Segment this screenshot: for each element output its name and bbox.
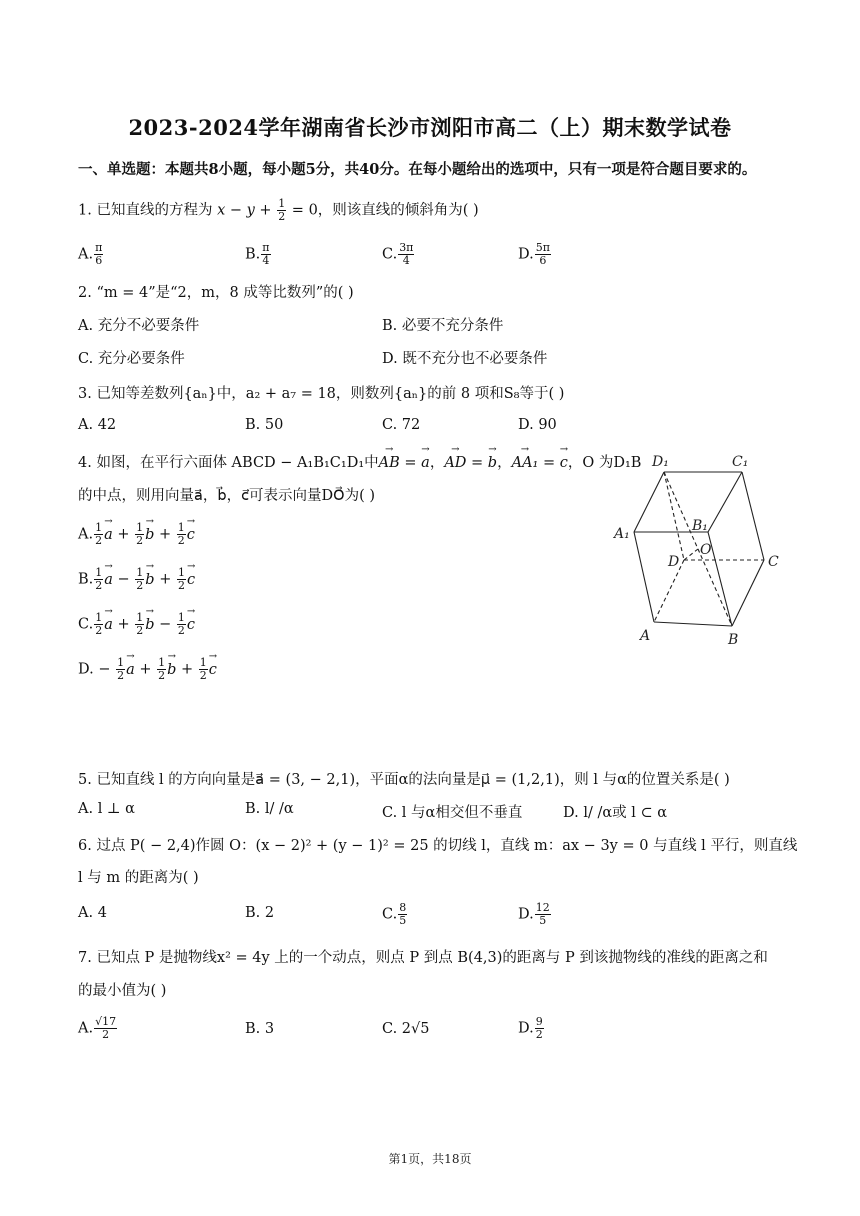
exam-title: 2023-2024学年湖南省长沙市浏阳市高二（上）期末数学试卷 <box>128 115 732 140</box>
q3-option-b[interactable]: B. 50 <box>245 417 284 433</box>
q2-option-d[interactable]: D. 既不充分也不必要条件 <box>382 351 548 367</box>
question-4-stem-line1: 4. 如图，在平行六面体 ABCD − A₁B₁C₁D₁中→ AB = → a，→ AD = → b，→ AA₁ = → c，O 为D₁B <box>78 451 641 472</box>
q7-option-b[interactable]: B. 3 <box>245 1021 275 1037</box>
q1-option-b[interactable]: B. $\frac{\pi}{4}$ <box>245 241 270 267</box>
label-b1: B₁ <box>692 518 708 534</box>
question-6-stem-line2: l 与 m 的距离为( ) <box>78 870 199 886</box>
q1-stem-end: ，则该直线的倾斜角为( ) <box>317 202 479 219</box>
q6-option-d[interactable]: D. $\frac{12}{5}$ <box>518 901 550 927</box>
label-c: C <box>768 554 779 570</box>
label-a1: A₁ <box>614 526 630 542</box>
label-b: B <box>728 632 739 648</box>
question-3-stem: 3. 已知等差数列{aₙ}中，a₂ + a₇ = 18，则数列{aₙ}的前 8 项和S₈等于( ) <box>78 386 565 402</box>
label-c1: C₁ <box>732 454 749 470</box>
page-footer: 第1页，共18页 <box>388 1152 472 1166</box>
q3-option-c[interactable]: C. 72 <box>382 417 421 433</box>
label-d: D <box>668 554 680 570</box>
label-d1: D₁ <box>652 454 669 470</box>
question-6-stem-line1: 6. 过点 P( − 2,4)作圆 O：(x − 2)² + (y − 1)² = 25 的切线 l，直线 m：ax − 3y = 0 与直线 l 平行，则直线 <box>78 838 798 854</box>
question-7-stem-line1: 7. 已知点 P 是抛物线x² = 4y 上的一个动点，则点 P 到点 B(4,3)的距离与 P 到该抛物线的准线的距离之和 <box>78 950 768 966</box>
q5-option-c[interactable]: C. l 与α相交但不垂直 <box>382 805 523 821</box>
question-2-stem: 2. “m = 4”是“2，m，8 成等比数列”的( ) <box>78 285 354 301</box>
q4-option-d[interactable]: D. − $\frac{1}{2}$ → a + $\frac{1}{2}$ → b + $\frac{1}{2}$ → c <box>78 657 217 682</box>
q2-option-c[interactable]: C. 充分必要条件 <box>78 351 185 367</box>
q1-option-a[interactable]: A. $\frac{\pi}{6}$ <box>78 241 103 267</box>
q1-stem-start: 1. 已知直线的方程为 <box>78 202 213 219</box>
q4-option-a[interactable]: A. $\frac{1}{2}$ → a + $\frac{1}{2}$ → b + $\frac{1}{2}$ → c <box>78 522 195 547</box>
q3-option-a[interactable]: A. 42 <box>78 417 117 433</box>
label-a: A <box>640 628 651 644</box>
q5-option-d[interactable]: D. l/ /α或 l ⊂ α <box>563 805 668 821</box>
q7-option-c[interactable]: C. 2√5 <box>382 1021 430 1037</box>
label-o: O <box>700 542 712 558</box>
question-4-stem-line2: 的中点，则用向量a⃗，b⃗，c⃗可表示向量DO⃗为( ) <box>78 488 376 504</box>
q3-option-d[interactable]: D. 90 <box>518 417 557 433</box>
section-heading: 一、单选题：本题共8小题，每小题5分，共40分。在每小题给出的选项中，只有一项是符合题目要求的。 <box>78 161 757 178</box>
question-5-stem: 5. 已知直线 l 的方向向量是a⃗ = (3, − 2,1)，平面α的法向量是μ⃗ = (1,2,1)，则 l 与α的位置关系是( ) <box>78 772 730 788</box>
q2-option-a[interactable]: A. 充分不必要条件 <box>78 318 200 334</box>
q1-option-c[interactable]: C. $\frac{3\pi}{4}$ <box>382 241 414 267</box>
q6-option-c[interactable]: C. $\frac{8}{5}$ <box>382 901 407 927</box>
q7-option-d[interactable]: D. $\frac{9}{2}$ <box>518 1015 543 1041</box>
q1-option-d[interactable]: D. $\frac{5\pi}{6}$ <box>518 241 550 267</box>
q5-option-b[interactable]: B. l/ /α <box>245 801 294 817</box>
parallelepiped-figure <box>604 446 794 650</box>
q6-option-b[interactable]: B. 2 <box>245 905 275 921</box>
q7-option-a[interactable]: A. $\frac{√17}{2}$ <box>78 1015 117 1041</box>
q4-option-c[interactable]: C. $\frac{1}{2}$ → a + $\frac{1}{2}$ → b − $\frac{1}{2}$ → c <box>78 612 195 637</box>
question-7-stem-line2: 的最小值为( ) <box>78 983 167 999</box>
q2-option-b[interactable]: B. 必要不充分条件 <box>382 318 504 334</box>
question-1-stem: 1. 已知直线的方程为 x − y + $\frac{1}{2}$ = 0，则该直线的倾斜角为( ) <box>78 197 479 223</box>
q5-option-a[interactable]: A. l ⊥ α <box>78 801 135 817</box>
q4-option-b[interactable]: B. $\frac{1}{2}$ → a − $\frac{1}{2}$ → b + $\frac{1}{2}$ → c <box>78 567 195 592</box>
q6-option-a[interactable]: A. 4 <box>78 905 107 921</box>
